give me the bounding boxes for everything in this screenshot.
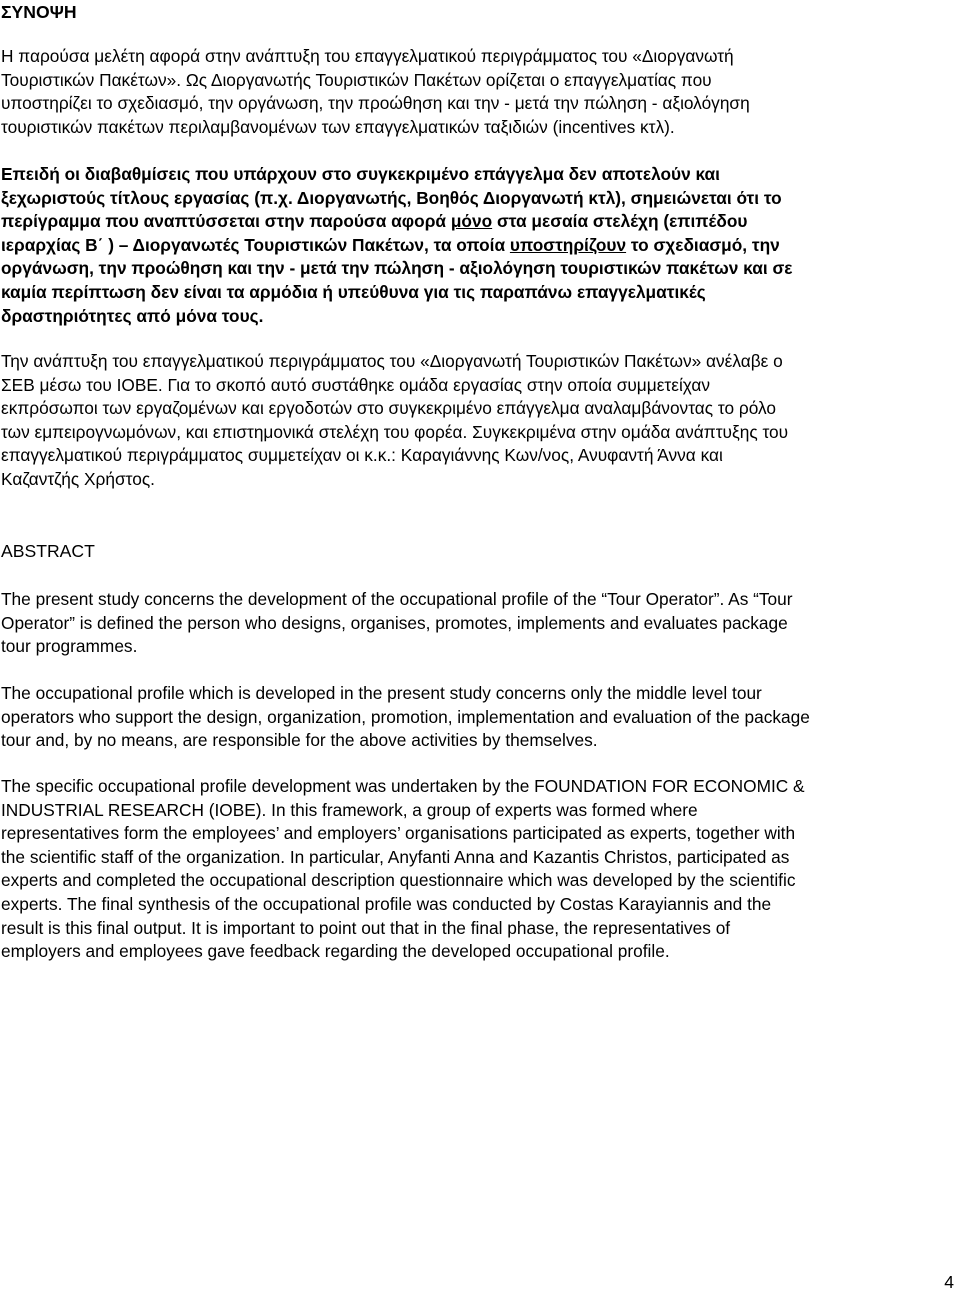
text-span: το σχεδιασμό, την [626,234,780,255]
text-line: tour programmes. [1,636,138,657]
text-line: representatives form the employees’ and employers’ organisations participated as experts, together with [1,823,796,844]
text-line: επαγγελματικού περιγράμματος συμμετείχαν οι κ.κ.: Καραγιάννης Κων/νος, Ανυφαντή Άννα και [1,445,723,465]
text-line: Καζαντζής Χρήστος. [1,468,155,489]
text-line: οργάνωση, την προώθηση και την - μετά την πώληση - αξιολόγηση τουριστικών πακέτων και σε [1,258,793,279]
text-line: operators who support the design, organization, promotion, implementation and evaluation of the package [1,706,810,727]
text-line: result is this final output. It is important to point out that in the final phase, the representatives of [1,917,731,938]
abstract-paragraph-3 [1,775,959,964]
synopsis-paragraph-1 [1,45,959,139]
text-line: employers and employees gave feedback regarding the developed occupational profile. [1,941,670,962]
text-line: INDUSTRIAL RESEARCH (IOBE). In this framework, a group of experts was formed where [1,799,698,820]
text-span: ιεραρχίας Β΄ ) – Διοργανωτές Τουριστικών Πακέτων, τα οποία [1,234,510,255]
text-line: καμία περίπτωση δεν είναι τα αρμόδια ή υπεύθυνα για τις παραπάνω επαγγελματικές [1,281,706,302]
text-span: στα μεσαία στελέχη (επιπέδου [492,211,748,232]
text-line: δραστηριότητες από μόνα τους. [1,305,264,326]
text-line: Η παρούσα μελέτη αφορά στην ανάπτυξη του επαγγελματικού περιγράμματος του «Διοργανωτή [1,46,734,66]
text-line: ξεχωριστούς τίτλους εργασίας (π.χ. Διοργανωτής, Βοηθός Διοργανωτή κτλ), σημειώνεται ότι το [1,187,782,208]
text-line: experts. The final synthesis of the occupational profile was conducted by Costas Karayiannis and the [1,893,772,914]
text-line: The specific occupational profile development was undertaken by the FOUNDATION FOR ECONOMIC & [1,776,805,796]
text-line: των εμπειρογνωμόνων, και επιστημονικά στελέχη του φορέα. Συγκεκριμένα στην ομάδα ανάπτυξης του [1,421,789,442]
synopsis-paragraph-3 [1,350,959,491]
underlined-text: υποστηρίζουν [509,234,627,255]
text-line: the scientific staff of the organization. In particular, Anyfanti Anna and Kazantis Christos, participated as [1,846,790,867]
text-line: The present study concerns the development of the occupational profile of the “Tour Operator”. As “Tour [1,589,793,609]
underlined-text: μόνο [450,211,493,232]
text-line: ΣΕΒ μέσω του ΙΟΒΕ. Για το σκοπό αυτό συστάθηκε ομάδα εργασίας στην οποία συμμετείχαν [1,374,711,395]
text-line: Επειδή οι διαβαθμίσεις που υπάρχουν στο συγκεκριμένο επάγγελμα δεν αποτελούν και [1,164,720,184]
abstract-paragraph-2 [1,682,959,753]
abstract-paragraph-1 [1,588,959,659]
text-line: experts and completed the occupational description questionnaire which was developed by the scientific [1,870,796,891]
text-line: tour and, by no means, are responsible for the above activities by themselves. [1,730,598,751]
abstract-heading: ABSTRACT [1,541,95,561]
page-number: 4 [944,1272,954,1292]
text-line: εκπρόσωποι των εργαζομένων και εργοδοτών στο συγκεκριμένο επάγγελμα αναλαμβάνοντας το ρόλο [1,398,776,418]
text-line: υποστηρίζει το σχεδιασμό, την οργάνωση, την προώθηση και την - μετά την πώληση - αξιολόγηση [1,93,750,113]
text-line: Operator” is defined the person who designs, organises, promotes, implements and evaluates package [1,612,788,633]
text-span: περίγραμμα που αναπτύσσεται στην παρούσα αφορά [1,211,451,232]
text-line [1,210,959,234]
text-line: τουριστικών πακέτων περιλαμβανομένων των επαγγελματικών ταξιδιών (incentives κτλ). [1,116,675,137]
text-line: The occupational profile which is developed in the present study concerns only the middle level tour [1,683,762,703]
synopsis-paragraph-2 [1,163,959,328]
text-line: Τουριστικών Πακέτων». Ως Διοργανωτής Τουριστικών Πακέτων ορίζεται ο επαγγελματίας που [1,69,712,90]
synopsis-heading: ΣΥΝΟΨΗ [1,2,77,22]
text-line [1,234,959,258]
text-line: Την ανάπτυξη του επαγγελματικού περιγράμματος του «Διοργανωτή Τουριστικών Πακέτων» ανέλαβε ο [1,351,783,371]
